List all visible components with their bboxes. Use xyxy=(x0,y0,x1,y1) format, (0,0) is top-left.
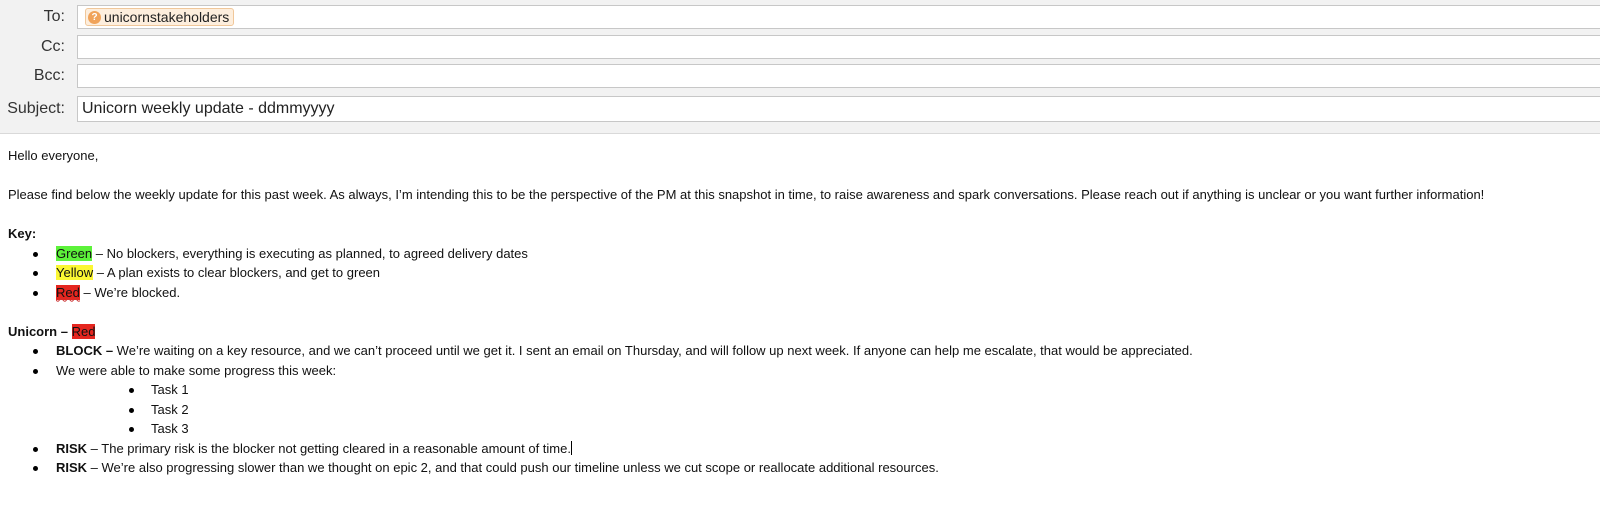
to-label: To: xyxy=(43,8,65,25)
cc-row xyxy=(0,35,1600,59)
intro-paragraph: Please find below the weekly update for this past week. As always, I’m intending this to be the perspective of the PM at this snapshot in time, to raise awareness and spark conversations. Please reach out if anything is unclear or you want further information! xyxy=(8,187,1485,202)
update-progress xyxy=(8,361,1593,439)
task-list xyxy=(56,380,1593,439)
cc-label: Cc: xyxy=(41,38,65,55)
update-block xyxy=(8,341,1593,361)
update-risk-2 xyxy=(8,458,1593,478)
subject-row xyxy=(0,96,1600,122)
bcc-row xyxy=(0,64,1600,88)
key-list xyxy=(8,244,1593,303)
progress-text: We were able to make some progress this week: xyxy=(56,362,337,378)
message-body[interactable] xyxy=(8,146,1593,478)
update-risk-1 xyxy=(8,439,1593,459)
recipient-name: unicornstakeholders xyxy=(104,9,230,25)
bcc-label: Bcc: xyxy=(33,67,65,84)
question-icon: ? xyxy=(88,11,101,24)
message-header xyxy=(0,0,1600,134)
risk-text: – We’re also progressing slower than we thought on epic 2, and that could push our timeline unless we cut scope or reallocate additional resources. xyxy=(87,460,939,475)
key-item-text: – A plan exists to clear blockers, and get to green xyxy=(93,265,381,280)
greeting: Hello everyone, xyxy=(8,148,99,163)
key-heading: Key: xyxy=(8,226,37,241)
task-item: Task 3 xyxy=(56,419,1593,439)
subject-field[interactable] xyxy=(77,96,1600,122)
risk-text: – The primary risk is the blocker not getting cleared in a reasonable amount of time. xyxy=(87,440,571,456)
block-text: We’re waiting on a key resource, and we can’t proceed until we get it. I sent an email on Thursday, and will follow up next week. If anyone can help me escalate, that would be appreciated. xyxy=(113,343,1193,358)
project-status-badge: Red xyxy=(71,323,96,339)
project-heading: Unicorn – xyxy=(8,323,72,339)
task-item: Task 1 xyxy=(56,380,1593,400)
key-item-red xyxy=(8,283,1593,303)
recipient-token[interactable] xyxy=(85,8,234,26)
key-item-green xyxy=(8,244,1593,264)
task-item: Task 2 xyxy=(56,400,1593,420)
status-red: Red xyxy=(56,284,80,300)
risk-label: RISK xyxy=(56,460,88,475)
update-list xyxy=(8,341,1593,478)
key-item-yellow xyxy=(8,263,1593,283)
cc-field[interactable] xyxy=(77,35,1600,59)
subject-value: Unicorn weekly update - ddmmyyyy xyxy=(82,100,335,117)
status-green: Green xyxy=(56,245,93,261)
bcc-field[interactable] xyxy=(77,64,1600,88)
block-label: BLOCK – xyxy=(56,343,114,358)
to-field[interactable] xyxy=(77,5,1600,29)
subject-label: Subject: xyxy=(7,100,65,117)
status-yellow: Yellow xyxy=(56,265,94,280)
project-heading-line xyxy=(8,322,1593,342)
to-row xyxy=(0,5,1600,29)
key-item-text: – We’re blocked. xyxy=(79,284,181,300)
risk-label: RISK xyxy=(56,440,88,456)
text-cursor xyxy=(571,441,572,455)
key-item-text: – No blockers, everything is executing as planned, to agreed delivery dates xyxy=(92,245,528,261)
